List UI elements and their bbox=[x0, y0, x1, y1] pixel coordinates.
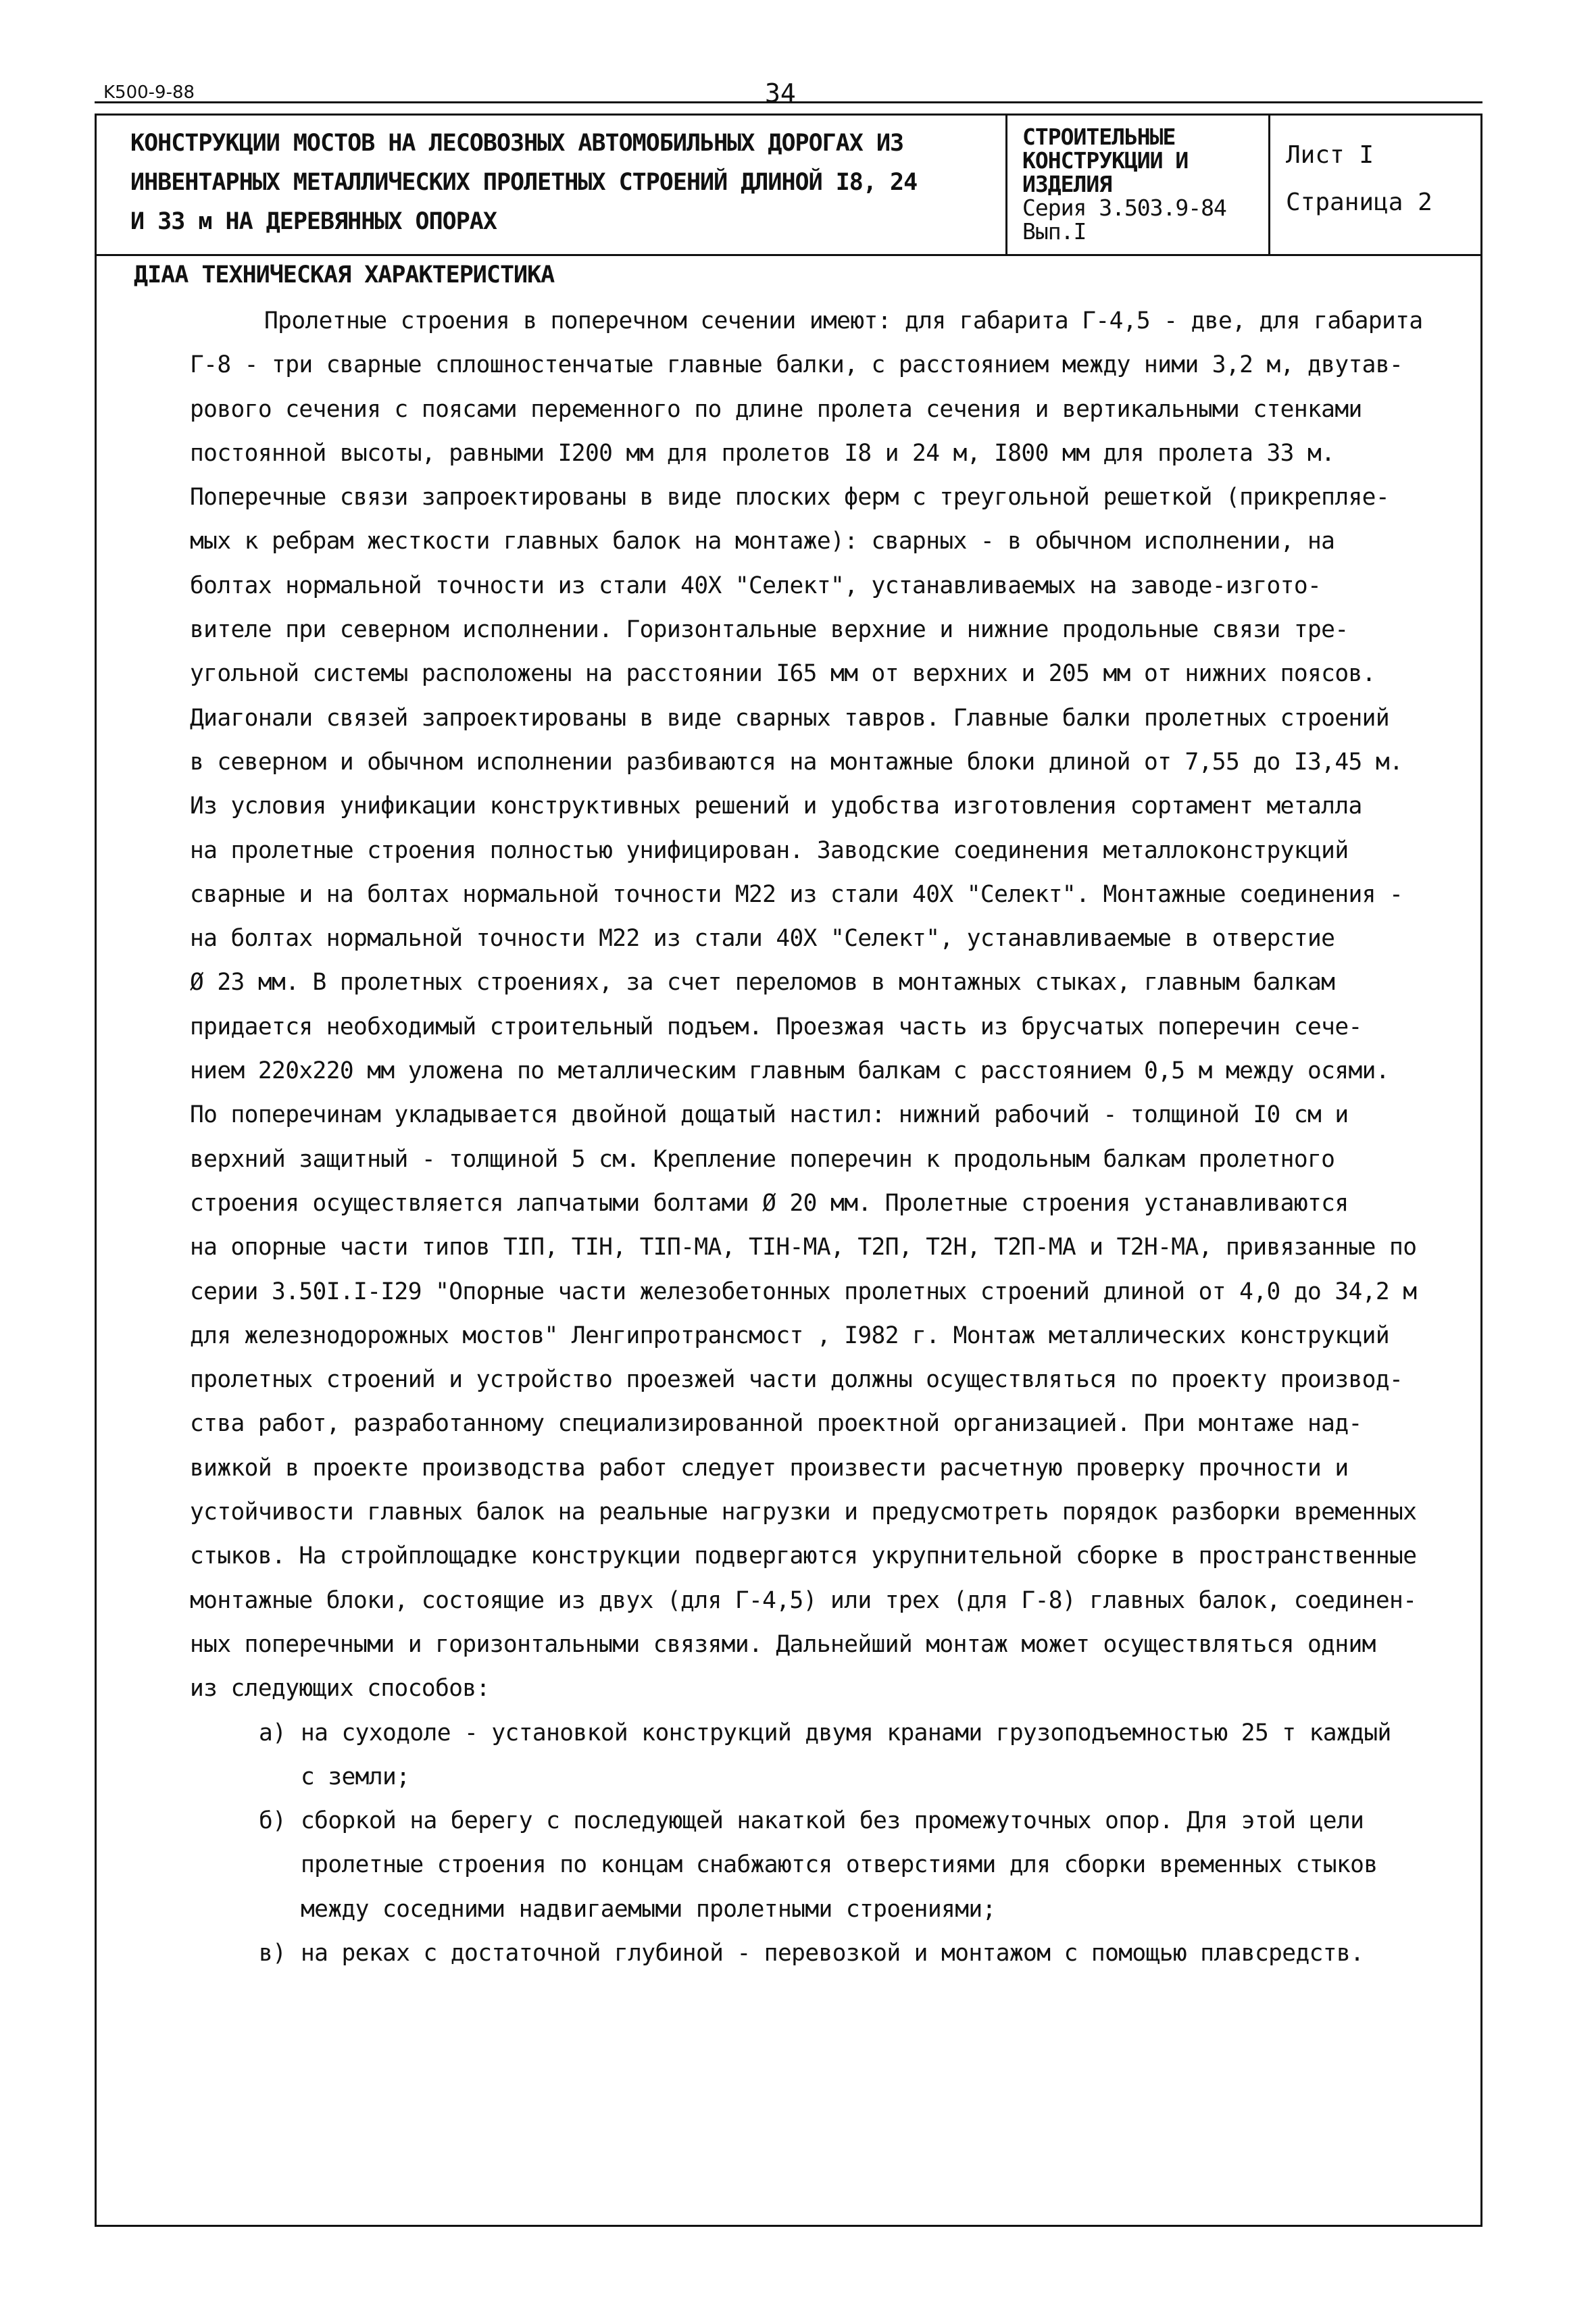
text-line: Поперечные связи запроектированы в виде плоских ферм с треугольной решеткой (прикрепляе- bbox=[190, 484, 1390, 511]
list-line: с земли; bbox=[301, 1763, 410, 1790]
list-marker: б) bbox=[259, 1807, 286, 1835]
list-line: пролетные строения по концам снабжаются отверстиями для сборки временных стыков bbox=[301, 1851, 1378, 1879]
text-line: нием 220х220 мм уложена по металлическим главным балкам с расстоянием 0,5 м между осями. bbox=[190, 1057, 1390, 1085]
text-line: сварные и на болтах нормальной точности М22 из стали 40Х "Селект". Монтажные соединения - bbox=[190, 880, 1403, 908]
list-line: сборкой на берегу с последующей накаткой без промежуточных опор. Для этой цели bbox=[301, 1807, 1364, 1835]
text-line: вителе при северном исполнении. Горизонтальные верхние и нижние продольные связи тре- bbox=[190, 616, 1349, 644]
text-line: ных поперечными и горизонтальными связями. Дальнейший монтаж может осуществляться одним bbox=[190, 1630, 1376, 1658]
text-line: ства работ, разработанному специализированной проектной организацией. При монтаже над- bbox=[190, 1410, 1362, 1438]
page-number: 34 bbox=[765, 78, 796, 108]
text-line: Г-8 - три сварные сплошностенчатые главные балки, с расстоянием между ними 3,2 м, двутав- bbox=[190, 351, 1403, 379]
text-line: устойчивости главных балок на реальные нагрузки и предусмотреть порядок разборки временных bbox=[190, 1499, 1417, 1526]
series-cell bbox=[1005, 116, 1270, 254]
text-line: верхний защитный - толщиной 5 см. Крепление поперечин к продольным балкам пролетного bbox=[190, 1145, 1335, 1173]
text-line: на опорные части типов ТIП, ТIН, ТIП-МА, ТIН-МА, Т2П, Т2Н, Т2П-МА и Т2Н-МА, привязанные по bbox=[190, 1234, 1417, 1261]
list-line: на суходоле - установкой конструкций двумя кранами грузоподъемностью 25 т каждый bbox=[301, 1719, 1391, 1746]
text-line: угольной системы расположены на расстоянии I65 мм от верхних и 205 мм от нижних поясов. bbox=[190, 660, 1376, 688]
text-line: монтажные блоки, состоящие из двух (для Г-4,5) или трех (для Г-8) главных балок, соединен- bbox=[190, 1586, 1417, 1614]
text-line: вижкой в проекте производства работ следует произвести расчетную проверку прочности и bbox=[190, 1454, 1349, 1482]
series-number: Серия 3.503.9-84 bbox=[1022, 195, 1226, 221]
text-line: стыков. На стройплощадке конструкции подвергаются укрупнительной сборке в пространственные bbox=[190, 1542, 1417, 1570]
series-line: СТРОИТЕЛЬНЫЕ bbox=[1022, 124, 1176, 150]
body-text bbox=[190, 299, 1433, 1976]
list-marker: в) bbox=[259, 1939, 286, 1967]
text-line: рового сечения с поясами переменного по длине пролета сечения и вертикальными стенками bbox=[190, 395, 1362, 423]
list-item-c bbox=[190, 1932, 1433, 1976]
text-line: из следующих способов: bbox=[190, 1675, 490, 1703]
text-line: Пролетные строения в поперечном сечении имеют: для габарита Г-4,5 - две, для габарита bbox=[264, 307, 1423, 334]
document-code: K500-9-88 bbox=[103, 82, 195, 103]
sheet-cell bbox=[1286, 132, 1432, 226]
section-title: ДIАА ТЕХНИЧЕСКАЯ ХАРАКТЕРИСТИКА bbox=[134, 261, 555, 288]
text-line: постоянной высоты, равными I200 мм для пролетов I8 и 24 м, I800 мм для пролета 33 м. bbox=[190, 439, 1335, 467]
list-line: между соседними надвигаемыми пролетными строениями; bbox=[301, 1895, 996, 1923]
sheet-label: Лист I bbox=[1286, 141, 1374, 169]
text-line: По поперечинам укладывается двойной дощатый настил: нижний рабочий - толщиной I0 см и bbox=[190, 1101, 1349, 1129]
list-item-a bbox=[190, 1711, 1433, 1800]
list-item-b bbox=[190, 1799, 1433, 1932]
text-line: пролетных строений и устройство проезжей части должны осуществляться по проекту производ- bbox=[190, 1366, 1403, 1394]
series-info bbox=[1022, 125, 1266, 243]
page-frame bbox=[95, 114, 1482, 2227]
title-line: ИНВЕНТАРНЫХ МЕТАЛЛИЧЕСКИХ ПРОЛЕТНЫХ СТРОЕНИЙ ДЛИНОЙ I8, 24 bbox=[130, 169, 918, 196]
text-line: придается необходимый строительный подъем. Проезжая часть из брусчатых поперечин сече- bbox=[190, 1013, 1362, 1040]
text-line: Ø 23 мм. В пролетных строениях, за счет переломов в монтажных стыках, главным балкам bbox=[190, 969, 1335, 997]
text-line: мых к ребрам жесткости главных балок на монтаже): сварных - в обычном исполнении, на bbox=[190, 528, 1335, 555]
series-line: КОНСТРУКЦИИ И bbox=[1022, 147, 1189, 174]
text-line: болтах нормальной точности из стали 40Х "Селект", устанавливаемых на заводе-изгото- bbox=[190, 572, 1322, 599]
title-line: КОНСТРУКЦИИ МОСТОВ НА ЛЕСОВОЗНЫХ АВТОМОБИЛЬНЫХ ДОРОГАХ ИЗ bbox=[130, 130, 904, 157]
text-line: на пролетные строения полностью унифицирован. Заводские соединения металлоконструкций bbox=[190, 836, 1349, 864]
text-line: Диагонали связей запроектированы в виде сварных тавров. Главные балки пролетных строений bbox=[190, 704, 1390, 732]
text-line: для железнодорожных мостов" Ленгипротрансмост , I982 г. Монтаж металлических конструкций bbox=[190, 1322, 1390, 1349]
text-line: в северном и обычном исполнении разбиваются на монтажные блоки длиной от 7,55 до I3,45 м. bbox=[190, 748, 1403, 776]
text-line: Из условия унификации конструктивных решений и удобства изготовления сортамент металла bbox=[190, 793, 1362, 820]
issue-number: Вып.I bbox=[1022, 218, 1087, 245]
list-marker: а) bbox=[259, 1719, 286, 1746]
top-rule bbox=[95, 101, 1482, 103]
text-line: серии 3.50I.I-I29 "Опорные части железобетонных пролетных строений длиной от 4,0 до 34,2 м bbox=[190, 1278, 1417, 1305]
series-line: ИЗДЕЛИЯ bbox=[1022, 171, 1112, 197]
text-line: строения осуществляется лапчатыми болтами Ø 20 мм. Пролетные строения устанавливаются bbox=[190, 1189, 1349, 1217]
title-block bbox=[97, 116, 1480, 256]
text-line: на болтах нормальной точности М22 из стали 40Х "Селект", устанавливаемые в отверстие bbox=[190, 925, 1335, 953]
document-title bbox=[130, 124, 1076, 241]
title-line: И 33 м НА ДЕРЕВЯННЫХ ОПОРАХ bbox=[130, 208, 497, 235]
page-label: Страница 2 bbox=[1286, 188, 1432, 216]
list-line: на реках с достаточной глубиной - перевозкой и монтажом с помощью плавсредств. bbox=[301, 1939, 1364, 1967]
